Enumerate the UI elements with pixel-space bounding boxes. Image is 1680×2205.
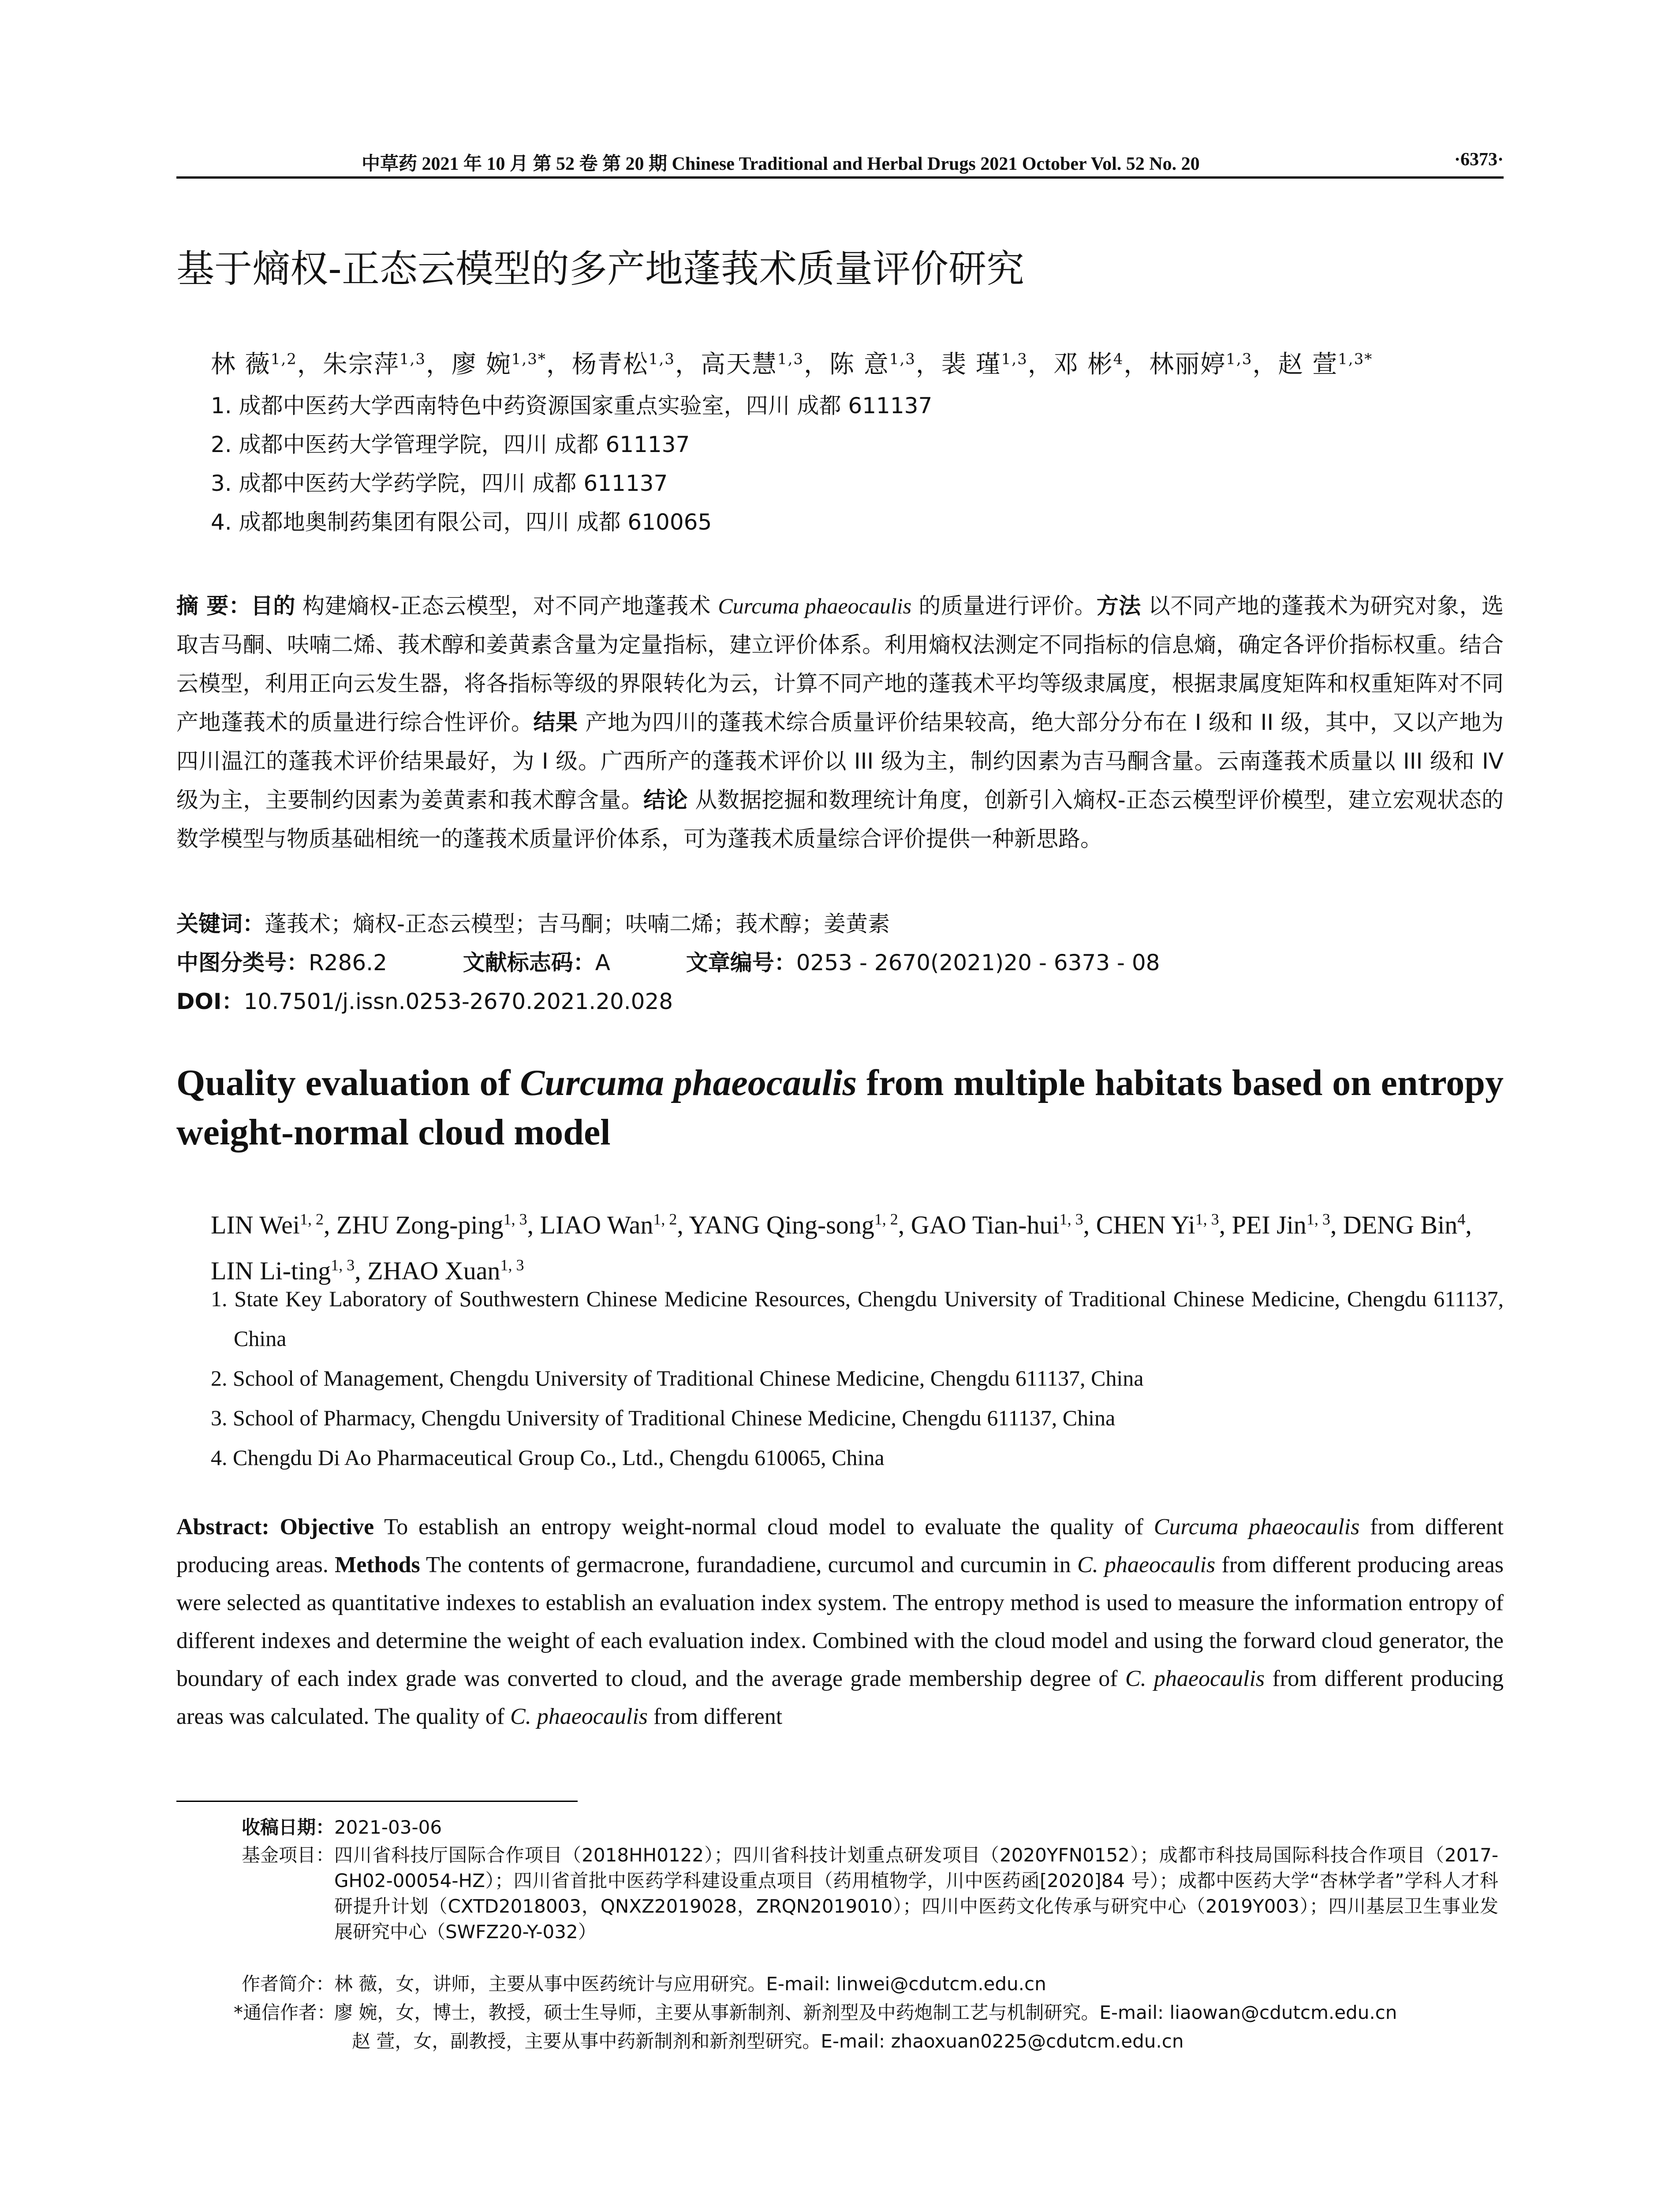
affiliation-en: 3. School of Pharmacy, Chengdu University of Traditional Chinese Medicine, Chengdu 611137, China [211, 1405, 1116, 1430]
author-en: LIN Li-ting$^{1, 3}$, [211, 1256, 368, 1285]
footnote-rule [176, 1801, 578, 1802]
running-header [176, 146, 1504, 176]
corresponding-text-2: 赵 萱，女，副教授，主要从事中药新制剂和新剂型研究。E-mail: zhaoxuan0225@cdutcm.edu.cn [352, 2030, 1184, 2052]
classification-line: 中图分类号：R286.2 文献标志码：A 文章编号：0253 - 2670(2021)20 - 6373 - 08 [176, 950, 1160, 975]
page-number: ·6373· [1454, 149, 1504, 170]
corresponding-label: *通信作者： [234, 2002, 336, 2023]
title-cn: 基于熵权-正态云模型的多产地蓬莪术质量评价研究 [176, 247, 1025, 291]
abstract-en-label: Abstract: Objective [176, 1514, 374, 1540]
affiliation-en: 2. School of Management, Chengdu University of Traditional Chinese Medicine, Chengdu 611137, China [211, 1366, 1144, 1390]
author-en: DENG Bin$^4$, [1343, 1211, 1472, 1240]
methods-en-label: Methods [335, 1552, 420, 1577]
affiliation-cn: 2. 成都中医药大学管理学院，四川 成都 611137 [211, 432, 690, 457]
author-cn: 林 薇$^{1,2}$， [211, 350, 323, 379]
author-cn: 陈 意$^{1,3}$， [829, 350, 941, 379]
author-en: GAO Tian-hui$^{1, 3}$, [911, 1211, 1096, 1240]
author-cn: 廖 婉$^{1,3*}$， [451, 350, 572, 379]
author-en: ZHAO Xuan$^{1, 3}$ [367, 1256, 524, 1285]
header-rule [176, 176, 1504, 179]
author-en: LIAO Wan$^{1, 2}$, [540, 1211, 689, 1240]
title-en: Quality evaluation of Curcuma phaeocaulis from multiple habitats based on entropy weight-normal cloud model [176, 1062, 1504, 1153]
author-cn: 朱宗萍$^{1,3}$， [322, 350, 452, 379]
results-label: 结果 [533, 710, 578, 735]
affiliation-en: 1. State Key Laboratory of Southwestern Chinese Medicine Resources, Chengdu University of Traditional Chinese Medicine, Chengdu 611137, China [211, 1286, 1504, 1351]
doi: DOI：10.7501/j.issn.0253-2670.2021.20.028 [176, 989, 673, 1014]
abstract-en: Abstract: Objective To establish an entropy weight-normal cloud model to evaluate the quality of Curcuma phaeocaulis from different producing areas. Methods The contents of germacrone, furandadiene, curcumol and curcumin in C. phaeocaulis from different producing areas were selected as quantitative indexes to establish an evaluation index system. The entropy method is used to measure the information entropy of different indexes and determine the weight of each evaluation index. Combined with the cloud model and using the forward cloud generator, the boundary of each index grade was converted to cloud, and the average grade membership degree of C. phaeocaulis from different producing areas was calculated. The quality of C. phaeocaulis from different [176, 1514, 1504, 1729]
abstract-cn: 摘 要：目的 构建熵权-正态云模型，对不同产地蓬莪术 Curcuma phaeocaulis 的质量进行评价。方法 以不同产地的蓬莪术为研究对象，选取吉马酮、呋喃二烯、莪术醇和姜黄素含量为定量指标，建立评价体系。利用熵权法测定不同指标的信息熵，确定各评价指标权重。结合云模型，利用正向云发生器，将各指标等级的界限转化为云，计算不同产地的蓬莪术平均等级隶属度，根据隶属度矩阵和权重矩阵对不同产地蓬莪术的质量进行综合性评价。结果 产地为四川的蓬莪术综合质量评价结果较高，绝大部分分布在 I 级和 II 级，其中，又以产地为四川温江的蓬莪术评价结果最好，为 I 级。广西所产的蓬莪术评价以 III 级为主，制约因素为吉马酮含量。云南蓬莪术质量以 III 级和 IV 级为主，主要制约因素为姜黄素和莪术醇含量。结论 从数据挖掘和数理统计角度，创新引入熵权-正态云模型评价模型，建立宏观状态的数学模型与物质基础相统一的蓬莪术质量评价体系，可为蓬莪术质量综合评价提供一种新思路。 [176, 593, 1504, 852]
author-cn: 林丽婷$^{1,3}$， [1149, 350, 1278, 379]
objective-label: 目的 [251, 593, 295, 619]
journal-line: 中草药 2021 年 10 月 第 52 卷 第 20 期 Chinese Traditional and Herbal Drugs 2021 October Vol. 52 No. 20 [362, 154, 1200, 174]
author-en: CHEN Yi$^{1, 3}$, [1096, 1211, 1232, 1240]
fund-label: 基金项目： [242, 1844, 335, 1866]
author-bio-text: 林 薇，女，讲师，主要从事中医药统计与应用研究。E-mail: linwei@cdutcm.edu.cn [334, 1973, 1046, 1995]
author-cn: 裴 瑾$^{1,3}$， [941, 350, 1053, 379]
affiliation-cn: 4. 成都地奥制药集团有限公司，四川 成都 610065 [211, 509, 712, 535]
authors-en [211, 1200, 1503, 1291]
author-bio-label: 作者简介： [242, 1973, 335, 1995]
affiliation-cn: 3. 成都中医药大学药学院，四川 成都 611137 [211, 471, 668, 496]
abstract-label: 摘 要： [176, 593, 251, 619]
author-en: ZHU Zong-ping$^{1, 3}$, [336, 1211, 540, 1240]
received-date: 收稿日期：2021-03-06 [242, 1816, 442, 1838]
corresponding-text-1: 廖 婉，女，博士，教授，硕士生导师，主要从事新制剂、新剂型及中药炮制工艺与机制研究。E-mail: liaowan@cdutcm.edu.cn [334, 2002, 1397, 2023]
author-cn: 邓 彬$^4$， [1053, 350, 1150, 379]
author-cn: 杨青松$^{1,3}$， [571, 350, 701, 379]
affiliation-en: 4. Chengdu Di Ao Pharmaceutical Group Co., Ltd., Chengdu 610065, China [211, 1445, 885, 1470]
keywords: 关键词：蓬莪术；熵权-正态云模型；吉马酮；呋喃二烯；莪术醇；姜黄素 [176, 911, 890, 937]
author-en: LIN Wei$^{1, 2}$, [211, 1211, 337, 1240]
author-cn: 高天慧$^{1,3}$， [700, 350, 830, 379]
affiliation-cn: 1. 成都中医药大学西南特色中药资源国家重点实验室，四川 成都 611137 [211, 393, 933, 419]
conclusion-label: 结论 [643, 787, 688, 813]
authors-cn [211, 345, 1373, 380]
fund-text: 四川省科技厅国际合作项目（2018HH0122）；四川省科技计划重点研发项目（2020YFN0152）；成都市科技局国际科技合作项目（2017-GH02-00054-HZ）；四川省首批中医药学科建设重点项目（药用植物学，川中医药函[2020]84 号）；成都中医药大学“杏林学者”学科人才科研提升计划（CXTD2018003，QNXZ2019028，ZRQN2019010）；四川中医药文化传承与研究中心（2019Y003）；四川基层卫生事业发展研究中心（SWFZ20-Y-032） [334, 1844, 1498, 1943]
author-en: PEI Jin$^{1, 3}$, [1232, 1211, 1343, 1240]
author-cn: 赵 萱$^{1,3*}$ [1278, 350, 1373, 379]
author-en: YANG Qing-song$^{1, 2}$, [689, 1211, 911, 1240]
methods-label: 方法 [1096, 593, 1141, 619]
